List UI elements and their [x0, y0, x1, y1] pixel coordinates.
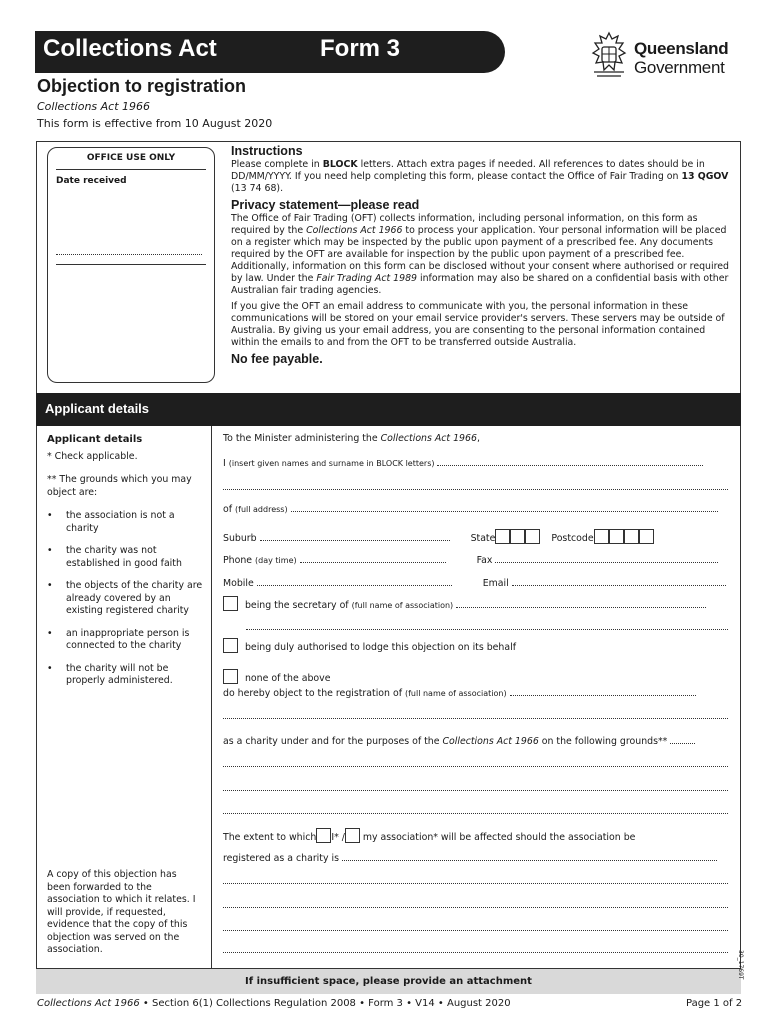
list-item: • the charity will not be properly administered.	[47, 663, 207, 688]
phone-row: Phone (day time) Fax	[223, 555, 729, 566]
attachment-note: If insufficient space, please provide an attachment	[36, 968, 741, 994]
grounds-field-3[interactable]	[223, 790, 728, 791]
date-received-label: Date received	[56, 176, 127, 186]
form-number: Form 3	[320, 35, 401, 62]
postcode-box-2[interactable]	[609, 529, 624, 544]
instructions-text: Please complete in BLOCK letters. Attach extra pages if needed. All references to dates should be in DD/MM/YYYY. If you need help completing this form, please contact the Office of Fair Trading on 13 QGOV (13 74 68).	[231, 159, 729, 194]
phone-field[interactable]	[300, 562, 446, 563]
secretary-checkbox[interactable]	[223, 596, 238, 611]
fax-field[interactable]	[495, 562, 718, 563]
grounds-field[interactable]	[670, 743, 695, 744]
left-heading: Applicant details	[47, 434, 143, 445]
date-received-line	[56, 254, 202, 255]
document-title: Collections Act	[43, 35, 217, 62]
mobile-field[interactable]	[257, 585, 452, 586]
object-row-2	[223, 711, 729, 722]
none-checkbox[interactable]	[223, 669, 238, 684]
state-box-3[interactable]	[525, 529, 540, 544]
list-item: • an inappropriate person is connected to the charity	[47, 628, 207, 653]
address-row: of (full address)	[223, 504, 729, 515]
section-heading: Applicant details	[36, 393, 741, 426]
state-box-1[interactable]	[495, 529, 510, 544]
list-item: • the charity was not established in good faith	[47, 545, 207, 570]
secretary-row: being the secretary of (full name of association)	[223, 596, 729, 611]
applicant-fields	[223, 426, 730, 968]
extent-i-checkbox[interactable]	[316, 828, 331, 843]
email-field[interactable]	[512, 585, 726, 586]
privacy-heading: Privacy statement—please read	[231, 198, 420, 212]
copy-forwarded-note: A copy of this objection has been forwarded to the association to which it relates. I will provide, if requested, evidence that the copy of this objection was served on the association.	[47, 869, 196, 955]
privacy-paragraph-1: The Office of Fair Trading (OFT) collects information, including personal information, on this form as required by the Collections Act 1966 to process your application. Your personal information will be placed on a register which may be inspected by the public upon payment of a prescribed fee. Any documents required by the OFT are available for inspection by the public upon payment of a prescribed fee. Additionally, information on this form can be disclosed without your consent where authorised or required by law. Under the Fair Trading Act 1989 information may also be shared on a confidential basis with other Australian fair trading agencies.	[231, 213, 729, 296]
extent-field-3[interactable]	[223, 907, 728, 908]
title-bar	[35, 31, 505, 73]
page-number: Page 1 of 2	[686, 998, 743, 1009]
grounds-field-4[interactable]	[223, 813, 728, 814]
divider	[56, 169, 206, 170]
minister-line: To the Minister administering the Collections Act 1966,	[223, 433, 480, 444]
left-guidance-column	[36, 426, 212, 968]
secretary-row-2	[246, 622, 729, 633]
applicant-name-row: I (insert given names and surname in BLOCK letters)	[223, 458, 729, 469]
coat-of-arms-icon	[588, 30, 630, 80]
authorised-checkbox[interactable]	[223, 638, 238, 653]
grounds-line-3	[223, 783, 729, 794]
suburb-row: Suburb State Postcode	[223, 529, 729, 544]
office-use-heading: OFFICE USE ONLY	[86, 153, 176, 163]
extent-line-2	[223, 876, 729, 887]
no-fee-notice: No fee payable.	[231, 352, 323, 366]
mobile-row: Mobile Email	[223, 578, 729, 589]
queensland-government-logo	[588, 30, 748, 80]
form-code: 30_1769T	[737, 950, 744, 980]
brand-line-2: Government	[634, 58, 725, 77]
list-item: • the association is not a charity	[47, 510, 207, 535]
applicant-name-field[interactable]	[437, 465, 703, 466]
footer-citation: Collections Act 1966 • Section 6(1) Collections Regulation 2008 • Form 3 • V14 • August 2020	[37, 998, 511, 1009]
grounds-row: as a charity under and for the purposes of the Collections Act 1966 on the following grounds**	[223, 736, 729, 747]
state-box-2[interactable]	[510, 529, 525, 544]
grounds-line-4	[223, 806, 729, 817]
extent-field-4[interactable]	[223, 930, 728, 931]
extent-association-checkbox[interactable]	[345, 828, 360, 843]
objected-association-field[interactable]	[510, 695, 696, 696]
suburb-field[interactable]	[260, 540, 450, 541]
none-row: none of the above	[223, 669, 729, 684]
extent-field[interactable]	[342, 860, 717, 861]
list-item: • the objects of the charity are already covered by an existing registered charity	[47, 580, 207, 618]
act-name: Collections Act 1966	[37, 100, 151, 113]
form-title: Objection to registration	[37, 76, 247, 96]
address-field[interactable]	[291, 511, 718, 512]
extent-line-5	[223, 945, 729, 956]
check-note: * Check applicable.	[47, 451, 138, 462]
divider	[56, 264, 206, 265]
office-use-box	[47, 147, 215, 383]
extent-field-5[interactable]	[223, 952, 728, 953]
postcode-box-1[interactable]	[594, 529, 609, 544]
grounds-intro: ** The grounds which you may object are:	[47, 474, 192, 498]
grounds-line-2	[223, 759, 729, 770]
association-name-field-2[interactable]	[246, 629, 728, 630]
privacy-paragraph-2: If you give the OFT an email address to communicate with you, the personal information in these communications will be stored on your email service provider's servers. These servers may be outside of Australia. By giving us your email address, you are consenting to the personal information contained within the emails to and from the OFT to be transferred outside Australia.	[231, 301, 725, 348]
effective-date: This form is effective from 10 August 2020	[37, 117, 273, 130]
postcode-box-3[interactable]	[624, 529, 639, 544]
grounds-list	[47, 510, 207, 698]
registered-row: registered as a charity is	[223, 853, 729, 864]
applicant-name-field-2[interactable]	[223, 489, 728, 490]
applicant-name-row-2	[223, 482, 729, 493]
object-row: do hereby object to the registration of (full name of association)	[223, 688, 729, 699]
association-name-field[interactable]	[456, 607, 706, 608]
extent-line-4	[223, 923, 729, 934]
postcode-box-4[interactable]	[639, 529, 654, 544]
extent-field-2[interactable]	[223, 883, 728, 884]
instructions-panel	[231, 145, 731, 365]
extent-line-3	[223, 900, 729, 911]
brand-line-1: Queensland	[634, 39, 729, 58]
authorised-row: being duly authorised to lodge this objection on its behalf	[223, 638, 729, 653]
objected-association-field-2[interactable]	[223, 718, 728, 719]
grounds-field-2[interactable]	[223, 766, 728, 767]
extent-row: The extent to which I* / my association* will be affected should the association be	[223, 828, 729, 843]
instructions-heading: Instructions	[231, 144, 303, 158]
